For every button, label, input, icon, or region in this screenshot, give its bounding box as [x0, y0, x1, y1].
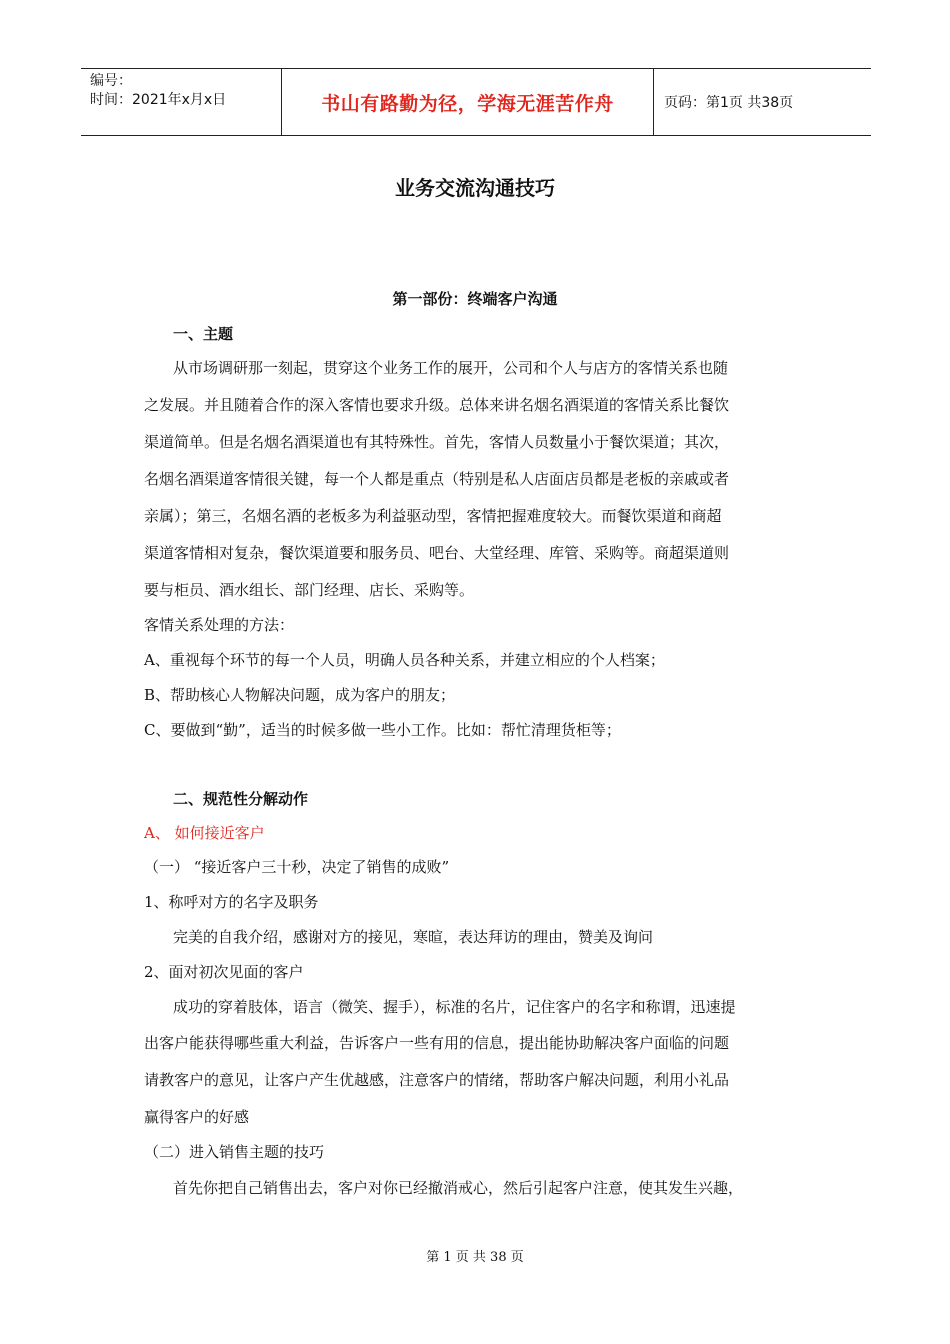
heading-standard-actions: 二、规范性分解动作	[173, 790, 309, 808]
paragraph-line: 完美的自我介绍，感谢对方的接见，寒暄，表达拜访的理由，赞美及询问	[173, 928, 654, 946]
header-page-label: 页码：第1页 共38页	[664, 95, 794, 111]
document-title: 业务交流沟通技巧	[395, 176, 555, 200]
subheading-thirty-seconds: （一） “接近客户三十秒，决定了销售的成败”	[144, 858, 450, 876]
paragraph-line: 成功的穿着肢体，语言（微笑、握手），标准的名片，记住客户的名字和称谓，迅速提	[173, 998, 736, 1016]
list-item: 2、面对初次见面的客户	[144, 963, 304, 981]
document-number-label: 编号：	[90, 73, 132, 89]
methods-label: 客情关系处理的方法：	[144, 616, 295, 634]
subheading-approach-client: A、 如何接近客户	[144, 824, 265, 842]
header-motto: 书山有路勤为径，学海无涯苦作舟	[282, 69, 654, 135]
paragraph-line: 之发展。并且随着合作的深入客情也要求升级。总体来讲名烟名酒渠道的客情关系比餐饮	[144, 396, 730, 414]
list-item: 1、称呼对方的名字及职务	[144, 893, 319, 911]
document-time-label: 时间：2021年x月x日	[90, 92, 227, 108]
list-item: B、帮助核心人物解决问题，成为客户的朋友；	[144, 686, 456, 704]
paragraph-line: 渠道简单。但是名烟名酒渠道也有其特殊性。首先，客情人员数量小于餐饮渠道；其次，	[144, 433, 730, 451]
paragraph-line: 请教客户的意见，让客户产生优越感，注意客户的情绪，帮助客户解决问题，利用小礼品	[144, 1071, 730, 1089]
paragraph-line: 亲属）；第三，名烟名酒的老板多为利益驱动型，客情把握难度较大。而餐饮渠道和商超	[144, 507, 722, 525]
header-table	[81, 68, 871, 136]
paragraph-line: 渠道客情相对复杂，餐饮渠道要和服务员、吧台、大堂经理、库管、采购等。商超渠道则	[144, 544, 730, 562]
paragraph-line: 从市场调研那一刻起，贯穿这个业务工作的展开，公司和个人与店方的客情关系也随	[173, 359, 729, 377]
subheading-sales-topic: （二）进入销售主题的技巧	[144, 1143, 325, 1161]
heading-topic: 一、主题	[173, 325, 234, 343]
paragraph-line: 要与柜员、酒水组长、部门经理、店长、采购等。	[144, 581, 475, 599]
paragraph-line: 赢得客户的好感	[144, 1108, 250, 1126]
header-meta	[81, 69, 282, 135]
page-footer: 第 1 页 共 38 页	[426, 1250, 524, 1265]
section-heading-part-one: 第一部份：终端客户沟通	[392, 290, 558, 308]
list-item: A、重视每个环节的每一个人员，明确人员各种关系，并建立相应的个人档案；	[144, 651, 665, 669]
paragraph-line: 名烟名酒渠道客情很关键，每一个人都是重点（特别是私人店面店员都是老板的亲戚或者	[144, 470, 730, 488]
paragraph-line: 出客户能获得哪些重大利益，告诉客户一些有用的信息，提出能协助解决客户面临的问题	[144, 1034, 730, 1052]
list-item: C、要做到“勤”，适当的时候多做一些小工作。比如：帮忙清理货柜等；	[144, 721, 621, 739]
paragraph-line: 首先你把自己销售出去，客户对你已经撤消戒心，然后引起客户注意，使其发生兴趣，	[173, 1179, 744, 1197]
